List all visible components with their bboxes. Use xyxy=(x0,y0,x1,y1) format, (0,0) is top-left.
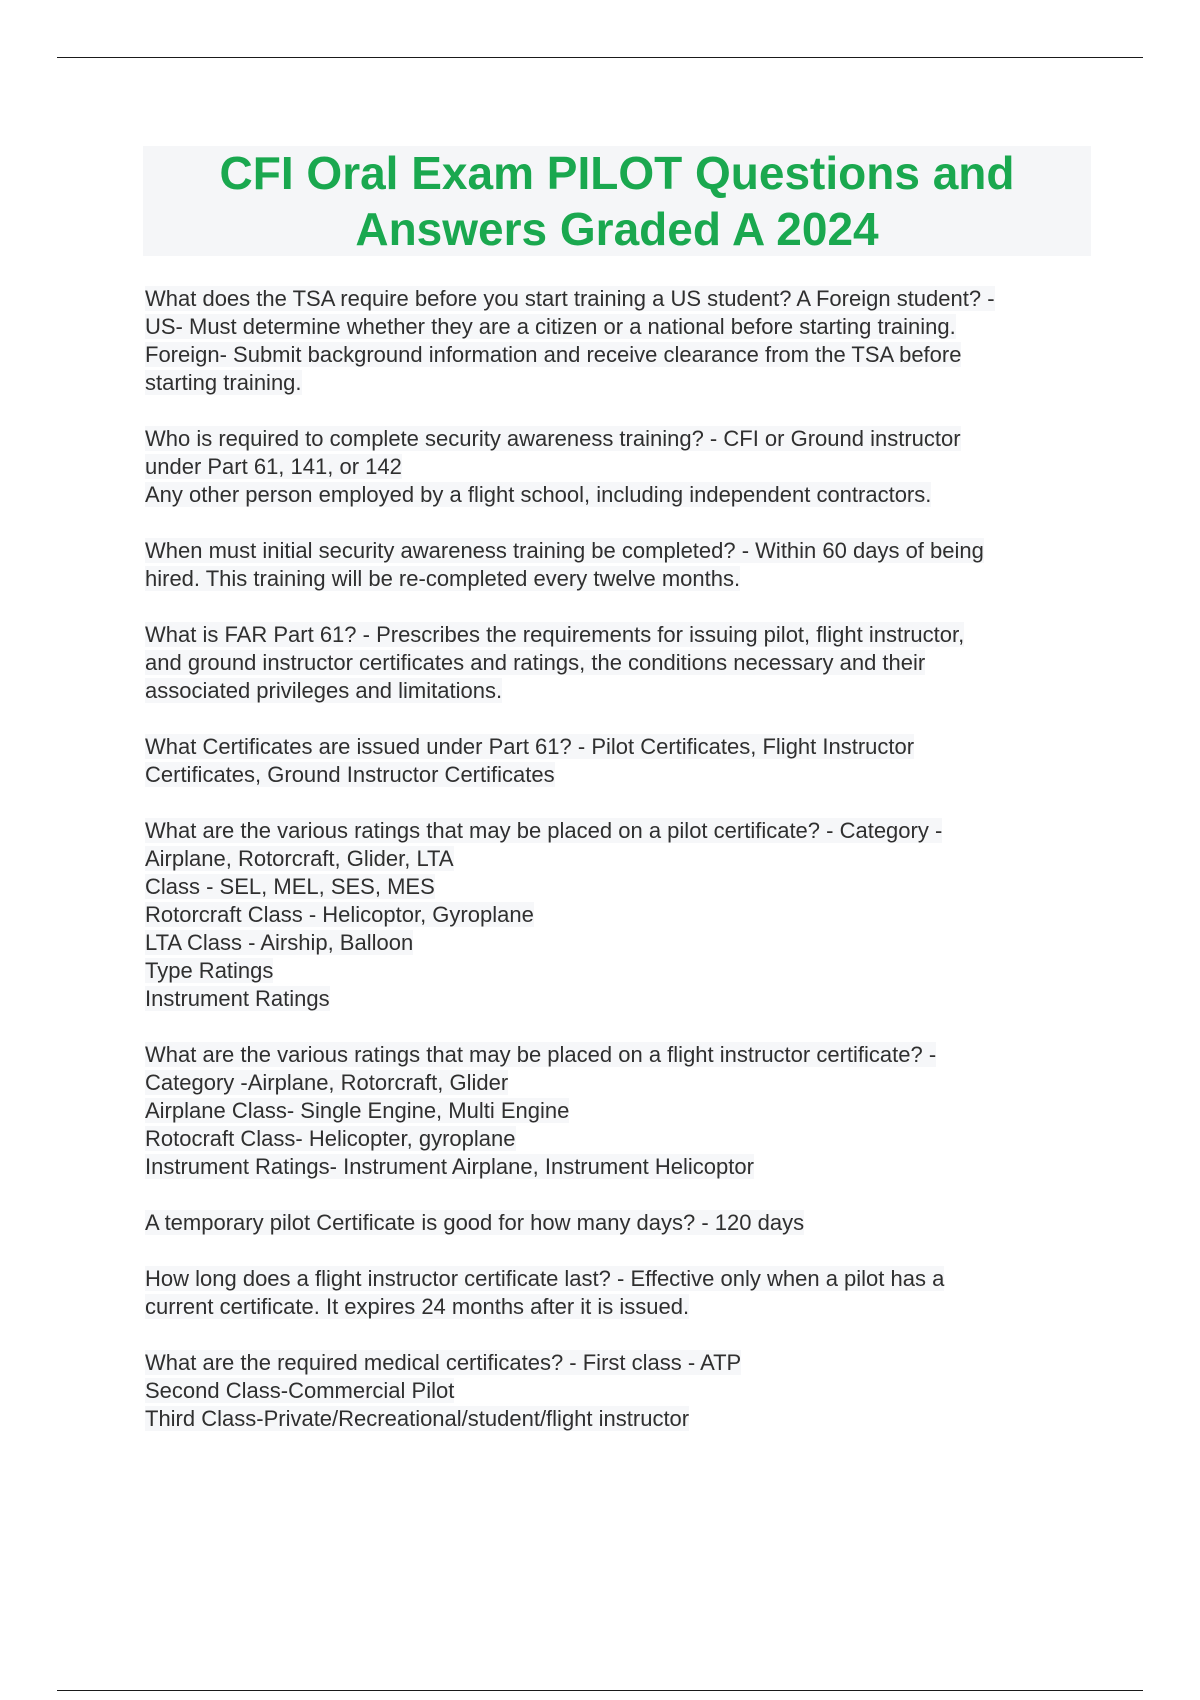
qa-item xyxy=(145,1041,1090,1181)
qa-line: What are the various ratings that may be placed on a pilot certificate? - Category - xyxy=(145,818,943,843)
qa-line: Class - SEL, MEL, SES, MES xyxy=(145,874,435,899)
qa-line: Instrument Ratings xyxy=(145,986,330,1011)
qa-line: Type Ratings xyxy=(145,958,274,983)
qa-line: starting training. xyxy=(145,370,302,395)
qa-item xyxy=(145,1349,1090,1433)
title-line-2: Answers Graded A 2024 xyxy=(355,203,879,255)
qa-line: under Part 61, 141, or 142 xyxy=(145,454,402,479)
qa-item xyxy=(145,425,1090,509)
qa-item xyxy=(145,817,1090,1013)
qa-line: LTA Class - Airship, Balloon xyxy=(145,930,414,955)
title-banner xyxy=(143,146,1091,256)
qa-line: and ground instructor certificates and ratings, the conditions necessary and their xyxy=(145,650,926,675)
qa-line: A temporary pilot Certificate is good for how many days? - 120 days xyxy=(145,1210,805,1235)
qa-line: associated privileges and limitations. xyxy=(145,678,503,703)
qa-line: Second Class-Commercial Pilot xyxy=(145,1378,455,1403)
qa-item xyxy=(145,1209,1090,1237)
qa-line: Any other person employed by a flight school, including independent contractors. xyxy=(145,482,932,507)
qa-line: US- Must determine whether they are a citizen or a national before starting training. xyxy=(145,314,956,339)
document-title xyxy=(220,145,1015,257)
qa-line: Foreign- Submit background information and receive clearance from the TSA before xyxy=(145,342,962,367)
qa-item xyxy=(145,1265,1090,1321)
qa-line: What does the TSA require before you start training a US student? A Foreign student? - xyxy=(145,286,995,311)
qa-item xyxy=(145,621,1090,705)
qa-line: Third Class-Private/Recreational/student/flight instructor xyxy=(145,1406,690,1431)
qa-list xyxy=(145,285,1090,1461)
qa-line: Airplane Class- Single Engine, Multi Engine xyxy=(145,1098,570,1123)
qa-line: Certificates, Ground Instructor Certificates xyxy=(145,762,555,787)
qa-line: hired. This training will be re-completed every twelve months. xyxy=(145,566,741,591)
qa-line: Rotorcraft Class - Helicoptor, Gyroplane xyxy=(145,902,534,927)
qa-line: current certificate. It expires 24 months after it is issued. xyxy=(145,1294,690,1319)
qa-line: Airplane, Rotorcraft, Glider, LTA xyxy=(145,846,454,871)
qa-line: Instrument Ratings- Instrument Airplane, Instrument Helicoptor xyxy=(145,1154,754,1179)
qa-line: Who is required to complete security awareness training? - CFI or Ground instructor xyxy=(145,426,961,451)
qa-line: Category -Airplane, Rotorcraft, Glider xyxy=(145,1070,509,1095)
qa-item xyxy=(145,733,1090,789)
bottom-divider xyxy=(57,1690,1143,1691)
qa-line: When must initial security awareness training be completed? - Within 60 days of being xyxy=(145,538,984,563)
qa-line: How long does a flight instructor certificate last? - Effective only when a pilot has a xyxy=(145,1266,945,1291)
qa-line: Rotocraft Class- Helicopter, gyroplane xyxy=(145,1126,516,1151)
qa-item xyxy=(145,285,1090,397)
qa-line: What Certificates are issued under Part 61? - Pilot Certificates, Flight Instructor xyxy=(145,734,915,759)
qa-item xyxy=(145,537,1090,593)
top-divider xyxy=(57,57,1143,58)
title-line-1: CFI Oral Exam PILOT Questions and xyxy=(219,147,1015,199)
qa-line: What are the various ratings that may be placed on a flight instructor certificate? - xyxy=(145,1042,937,1067)
qa-line: What are the required medical certificates? - First class - ATP xyxy=(145,1350,742,1375)
qa-line: What is FAR Part 61? - Prescribes the requirements for issuing pilot, flight instructor, xyxy=(145,622,965,647)
